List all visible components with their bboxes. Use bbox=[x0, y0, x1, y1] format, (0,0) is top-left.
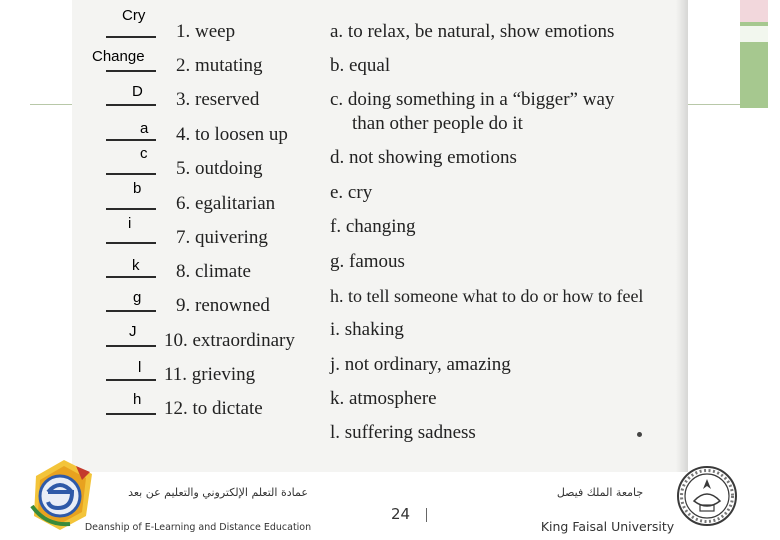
right-item-e: e. cry bbox=[330, 182, 373, 203]
right-item-l: l. suffering sadness bbox=[330, 422, 476, 443]
answer-2: Change bbox=[92, 48, 145, 65]
corner-decoration bbox=[740, 0, 768, 108]
left-item-1: 1. weep bbox=[176, 21, 236, 42]
answer-12: h bbox=[133, 391, 142, 408]
university-seal bbox=[676, 465, 738, 527]
answer-blank-2 bbox=[106, 70, 156, 72]
answer-blank-10 bbox=[106, 345, 156, 347]
right-item-f: f. changing bbox=[330, 216, 416, 237]
right-item-h: h. to tell someone what to do or how to feel bbox=[330, 286, 644, 306]
answer-6: b bbox=[133, 180, 142, 197]
left-item-7: 7. quivering bbox=[176, 227, 268, 248]
answer-5: c bbox=[140, 145, 148, 162]
answer-blank-11 bbox=[106, 379, 156, 381]
answer-blank-8 bbox=[106, 276, 156, 278]
answer-blank-9 bbox=[106, 310, 156, 312]
answer-1: Cry bbox=[122, 7, 146, 24]
answer-blank-6 bbox=[106, 208, 156, 210]
answer-blank-4 bbox=[106, 139, 156, 141]
answer-blank-5 bbox=[106, 173, 156, 175]
right-item-c: c. doing something in a “bigger” way bbox=[330, 89, 615, 110]
page-divider bbox=[426, 508, 427, 522]
deanship-name-english: Deanship of E-Learning and Distance Education bbox=[84, 522, 312, 533]
answer-blank-1 bbox=[106, 36, 156, 38]
left-item-9: 9. renowned bbox=[176, 295, 270, 316]
left-item-11: 11. grieving bbox=[164, 364, 256, 385]
left-item-10: 10. extraordinary bbox=[164, 330, 295, 351]
right-item-k: k. atmosphere bbox=[330, 388, 437, 409]
deanship-name-arabic: عمادة التعلم الإلكتروني والتعليم عن بعد bbox=[128, 486, 308, 499]
answer-9: g bbox=[133, 289, 142, 306]
right-item-i: i. shaking bbox=[330, 319, 404, 340]
right-item-j: j. not ordinary, amazing bbox=[330, 354, 511, 375]
answer-11: l bbox=[138, 359, 142, 376]
left-item-4: 4. to loosen up bbox=[176, 124, 288, 145]
answer-4: a bbox=[140, 120, 149, 137]
answer-7: i bbox=[128, 215, 132, 232]
right-item-c-continued: than other people do it bbox=[352, 113, 523, 134]
left-item-8: 8. climate bbox=[176, 261, 251, 282]
answer-blank-3 bbox=[106, 104, 156, 106]
answer-blank-7 bbox=[106, 242, 156, 244]
left-item-3: 3. reserved bbox=[176, 89, 260, 110]
right-item-g: g. famous bbox=[330, 251, 405, 272]
university-name-english: King Faisal University bbox=[540, 519, 675, 534]
left-item-6: 6. egalitarian bbox=[176, 193, 276, 214]
answer-8: k bbox=[132, 257, 140, 274]
answer-3: D bbox=[132, 83, 143, 100]
answer-10: J bbox=[129, 323, 137, 340]
answer-blank-12 bbox=[106, 413, 156, 415]
page-number: 24 bbox=[391, 505, 411, 523]
right-item-a: a. to relax, be natural, show emotions bbox=[330, 21, 615, 42]
ink-dot bbox=[637, 432, 642, 437]
left-item-5: 5. outdoing bbox=[176, 158, 263, 179]
right-item-b: b. equal bbox=[330, 55, 391, 76]
left-item-2: 2. mutating bbox=[176, 55, 263, 76]
right-item-d: d. not showing emotions bbox=[330, 147, 517, 168]
left-item-12: 12. to dictate bbox=[164, 398, 263, 419]
university-name-arabic: جامعة الملك فيصل bbox=[556, 486, 644, 499]
